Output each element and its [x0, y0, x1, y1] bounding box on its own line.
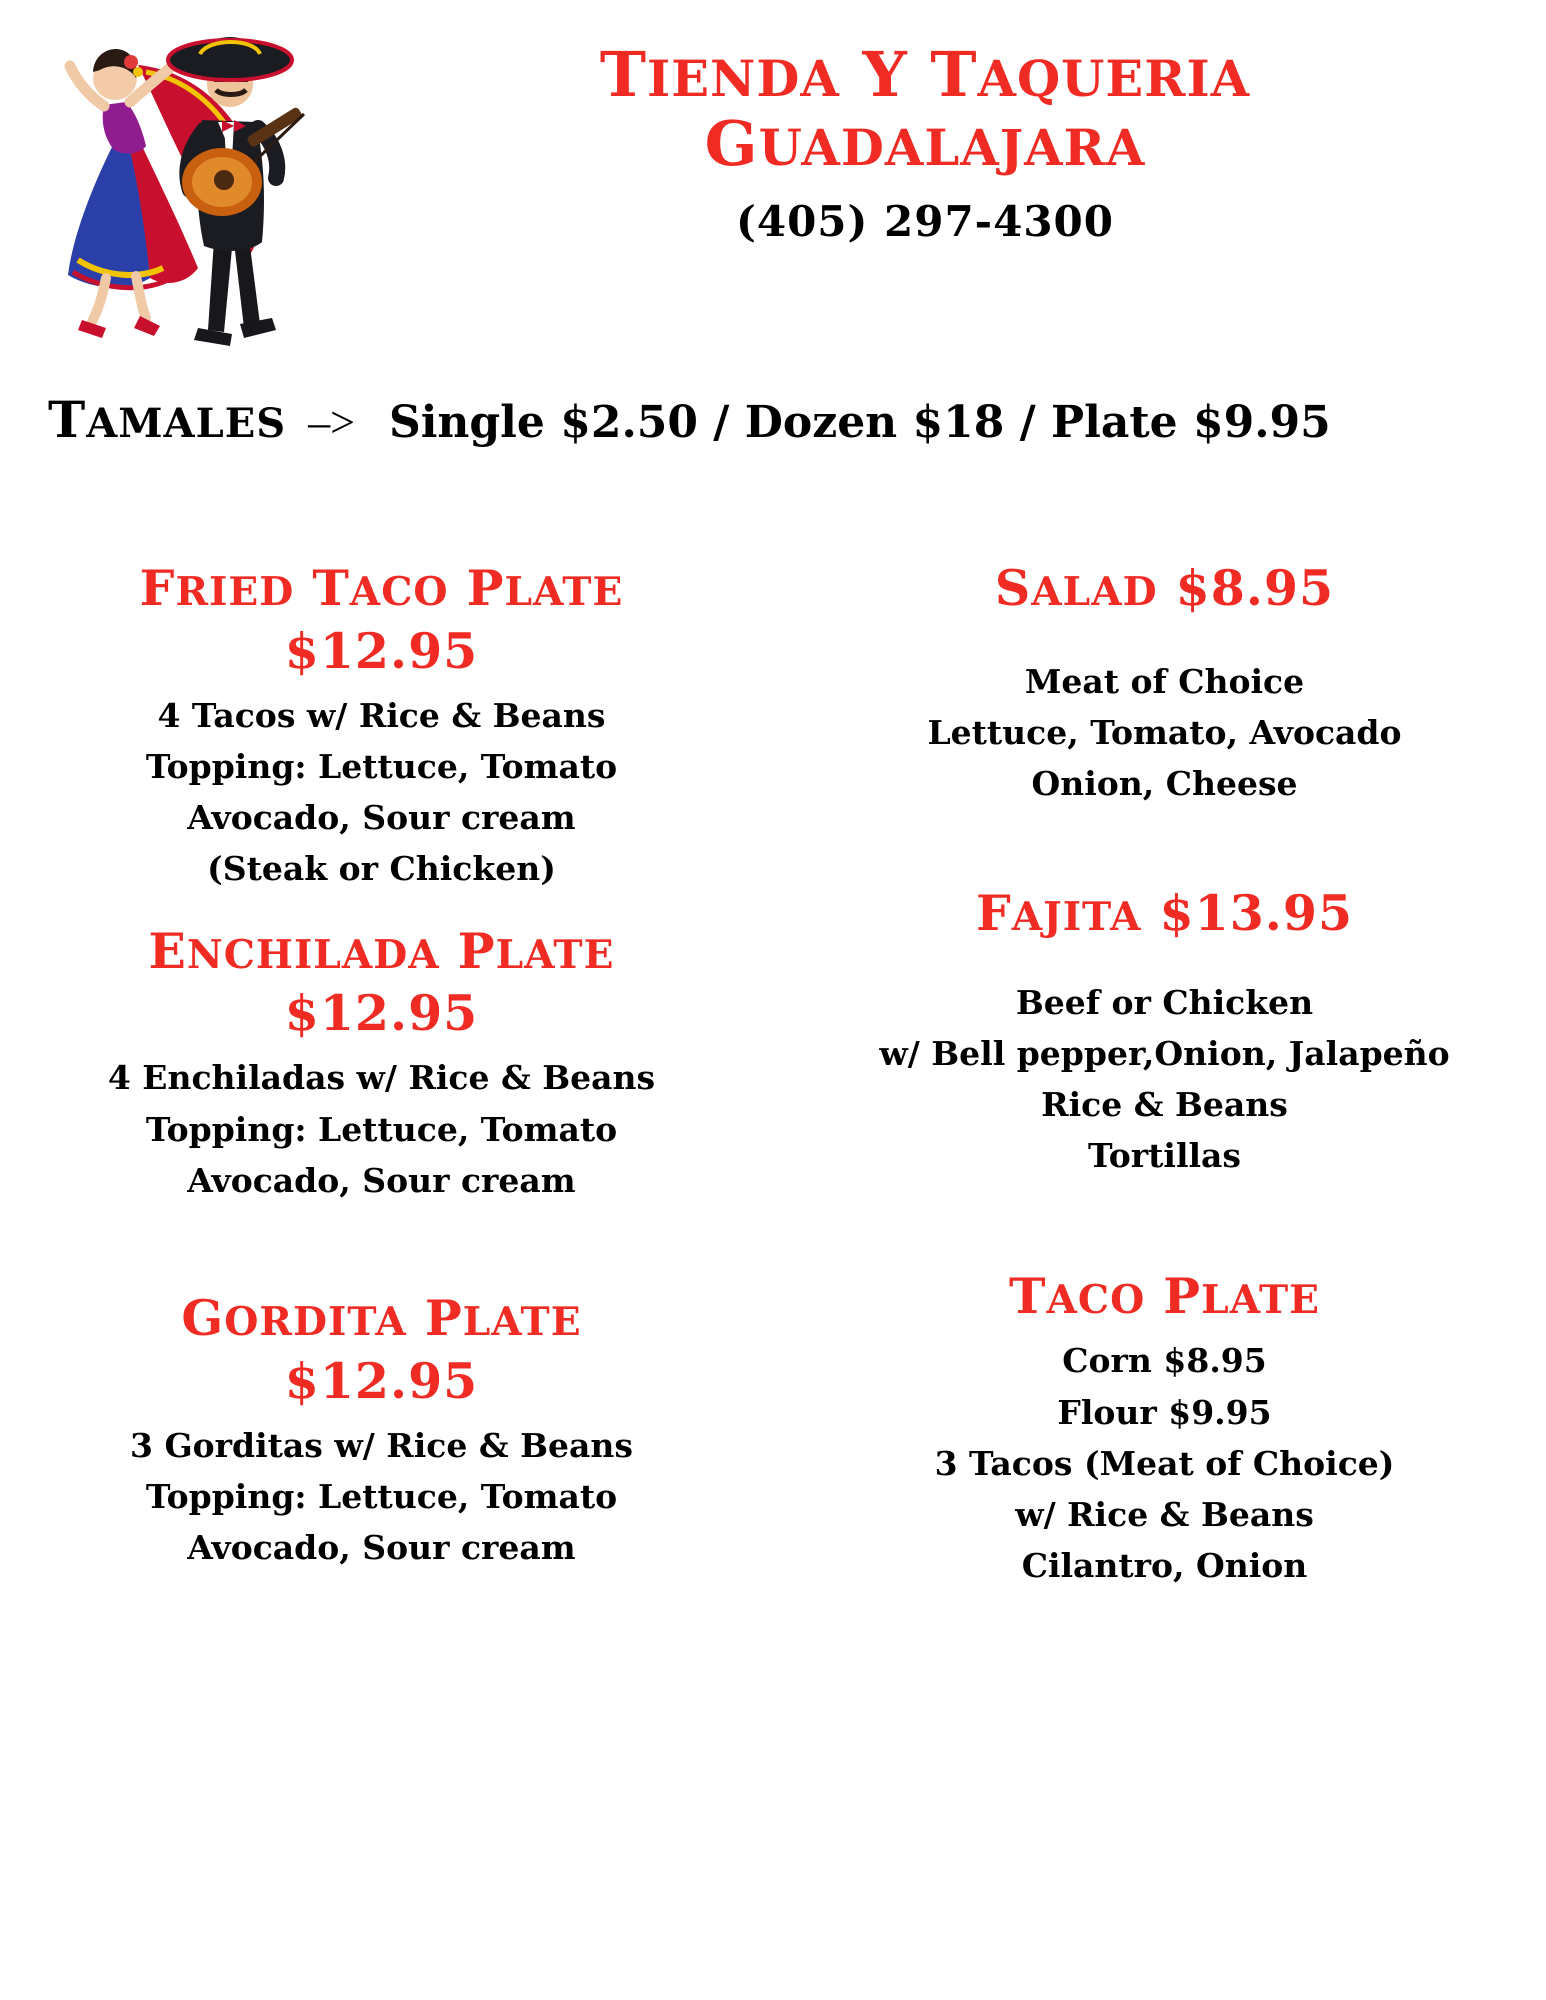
phone-number: (405) 297-4300: [735, 196, 1115, 246]
menu-item-desc-line: Rice & Beans: [1041, 1085, 1288, 1125]
menu-item-title: FRIED TACO PLATE: [139, 559, 624, 617]
menu-item-gordita-plate: [30, 1290, 733, 1573]
menu-item-title: SALAD $8.95: [994, 559, 1335, 617]
arrow-icon: –>: [308, 398, 355, 447]
menu-item-desc-line: Lettuce, Tomato, Avocado: [927, 712, 1402, 752]
menu-item-desc-line: w/ Bell pepper,Onion, Jalapeño: [879, 1034, 1450, 1074]
menu-item-title: GORDITA PLATE: [181, 1288, 582, 1347]
menu-item-price: $12.95: [284, 1351, 479, 1410]
mexican-dancers-logo-icon: [18, 10, 348, 355]
menu-item-desc-line: Avocado, Sour cream: [187, 1528, 576, 1568]
menu-item-desc-line: Corn $8.95: [1062, 1341, 1267, 1381]
menu-item-desc-line: Cilantro, Onion: [1021, 1545, 1308, 1585]
menu-item-desc-line: Meat of Choice: [1024, 661, 1305, 701]
tamales-label: TAMALES: [48, 390, 287, 449]
menu-item-desc-line: 4 Tacos w/ Rice & Beans: [157, 695, 606, 735]
menu-column-left: [0, 560, 773, 1591]
menu-item-desc-line: Avocado, Sour cream: [187, 798, 576, 838]
menu-item-enchilada-plate: [30, 923, 733, 1206]
restaurant-title-block: [340, 40, 1510, 246]
restaurant-name-line-2: GUADALAJARA: [704, 107, 1146, 181]
menu-item-fried-taco-plate: [30, 560, 733, 895]
menu-item-title: TACO PLATE: [1008, 1266, 1320, 1325]
menu-item-price: $12.95: [284, 984, 479, 1043]
restaurant-name-line-1: TIENDA Y TAQUERIA: [599, 38, 1251, 111]
menu-item-title: FAJITA $13.95: [975, 884, 1354, 943]
menu-item-salad: [813, 560, 1516, 809]
menu-item-desc-line: Flour $9.95: [1057, 1392, 1272, 1432]
menu-item-desc-line: Tortillas: [1088, 1136, 1241, 1176]
menu-item-desc-line: w/ Rice & Beans: [1015, 1494, 1314, 1534]
menu-item-desc-line: Topping: Lettuce, Tomato: [145, 747, 618, 787]
menu-item-desc-line: Onion, Cheese: [1031, 764, 1298, 804]
menu-item-desc-line: 3 Gorditas w/ Rice & Beans: [130, 1425, 633, 1465]
menu-item-title: ENCHILADA PLATE: [148, 921, 615, 980]
menu-item-desc-line: 4 Enchiladas w/ Rice & Beans: [107, 1058, 656, 1098]
menu-item-fajita: [813, 885, 1516, 1181]
menu-item-price: $12.95: [284, 621, 479, 680]
tamales-prices: Single $2.50 / Dozen $18 / Plate $9.95: [388, 397, 1331, 448]
menu-item-desc-line: Topping: Lettuce, Tomato: [145, 1109, 618, 1149]
menu-item-desc-line: Topping: Lettuce, Tomato: [145, 1476, 618, 1516]
menu-item-desc-line: Beef or Chicken: [1015, 983, 1314, 1023]
menu-item-taco-plate: [813, 1268, 1516, 1592]
menu-column-right: [773, 560, 1546, 1591]
menu-columns: [0, 560, 1546, 1591]
menu-header: [0, 0, 1546, 370]
menu-item-desc-line: 3 Tacos (Meat of Choice): [934, 1443, 1395, 1483]
tamales-row: [0, 390, 1546, 449]
menu-item-desc-line: (Steak or Chicken): [207, 849, 556, 889]
menu-item-desc-line: Avocado, Sour cream: [187, 1160, 576, 1200]
